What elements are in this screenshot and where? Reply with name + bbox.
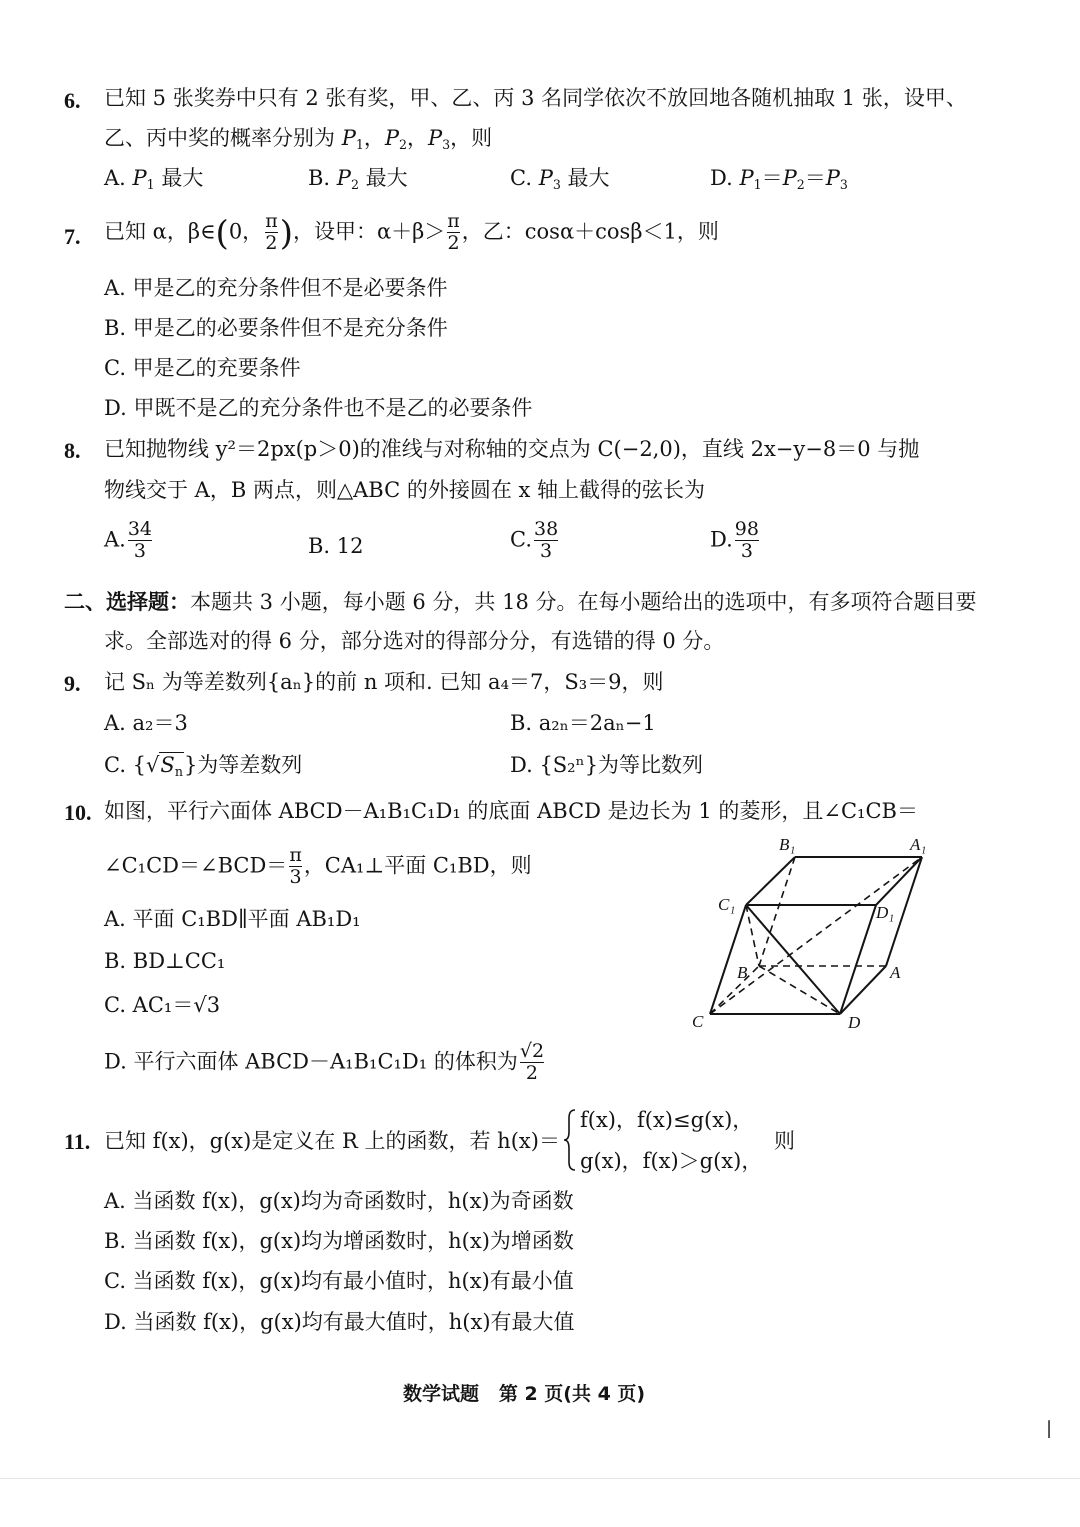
- edge-c1-c: [710, 905, 746, 1014]
- q10-option-c: C. AC₁＝√3: [104, 993, 221, 1017]
- scan-edge-divider: [0, 1478, 1080, 1479]
- label-a1: A₁: [910, 835, 927, 854]
- label-d1: D₁: [876, 903, 895, 922]
- edge-b-d-hidden: [759, 966, 840, 1014]
- edge-mark: |: [1046, 1418, 1053, 1439]
- q8-number: 8.: [64, 438, 81, 463]
- q9-option-b: B. a₂ₙ＝2aₙ−1: [510, 711, 656, 735]
- q11-stem: 已知 f(x)，g(x)是定义在 R 上的函数，若 h(x)＝: [104, 1129, 560, 1153]
- label-c: C: [692, 1012, 704, 1031]
- q7-option-b: B. 甲是乙的必要条件但不是充分条件: [104, 316, 448, 340]
- label-b1: B₁: [779, 835, 796, 854]
- edge-c1-d: [746, 905, 840, 1014]
- label-a: A: [890, 963, 901, 982]
- q11-stem-tail: 则: [774, 1129, 795, 1153]
- label-b: B: [737, 963, 748, 982]
- q7-stem: 已知 α，β∈(0， $\frac{\pi}{2}$ )，设甲：α＋β＞ $\frac{\pi}{2}$ ，乙：cosα＋cosβ＜1，则: [104, 210, 719, 254]
- q10-stem-line2: ∠C₁CD＝∠BCD＝ $\frac{\pi}{3}$ ，CA₁⊥平面 C₁BD，则: [104, 844, 532, 888]
- q9-option-c: C. $\{√S_n\}$为等差数列: [104, 753, 303, 779]
- q7-option-a: A. 甲是乙的充分条件但不是必要条件: [104, 276, 448, 300]
- q8-option-c: C. $\frac{38}{3}$: [510, 518, 559, 562]
- q10-stem-line1: 如图，平行六面体 ABCD－A₁B₁C₁D₁ 的底面 ABCD 是边长为 1 的菱形，且∠C₁CB＝: [104, 799, 918, 823]
- q6-stem-line2: 乙、丙中奖的概率分别为 $P_1$，$P_2$，$P_3$，则: [104, 126, 493, 152]
- q11-option-d: D. 当函数 f(x)，g(x)均有最大值时，h(x)有最大值: [104, 1310, 575, 1334]
- q8-stem-line2: 物线交于 A，B 两点，则△ABC 的外接圆在 x 轴上截得的弦长为: [104, 478, 706, 502]
- q7-option-d: D. 甲既不是乙的充分条件也不是乙的必要条件: [104, 396, 533, 420]
- q7-option-c: C. 甲是乙的充要条件: [104, 356, 301, 380]
- q11-case-2: g(x)，f(x)＞g(x)，: [580, 1149, 763, 1173]
- q7-pi-over-2: $\frac{\pi}{2}$: [265, 210, 278, 254]
- q8-stem-line1: 已知抛物线 y²＝2px(p＞0)的准线与对称轴的交点为 C(−2,0)，直线 2x−y−8＝0 与抛: [104, 437, 920, 461]
- q10-option-d: D. 平行六面体 ABCD－A₁B₁C₁D₁ 的体积为 $\frac{√2}{2}$: [104, 1040, 545, 1084]
- q6-option-c: C. $P_3$ 最大: [510, 166, 610, 192]
- edge-d1-d: [840, 905, 876, 1014]
- q8-option-d: D. $\frac{98}{3}$: [710, 518, 759, 562]
- section-2-heading: 二、选择题：本题共 3 小题，每小题 6 分，共 18 分。在每小题给出的选项中，有多项符合题目要: [64, 589, 977, 614]
- q6-option-d: D. $P_1=P_2=P_3$: [710, 166, 848, 192]
- label-c1: C₁: [718, 895, 736, 914]
- q11-option-c: C. 当函数 f(x)，g(x)均有最小值时，h(x)有最小值: [104, 1269, 574, 1293]
- q9-option-a: A. a₂＝3: [104, 711, 188, 735]
- q10-number: 10.: [64, 800, 92, 825]
- q11-number: 11.: [64, 1129, 91, 1154]
- q6-option-a: A. $P_1$ 最大: [104, 166, 204, 192]
- label-d: D: [848, 1013, 861, 1032]
- page-footer: 数学试题 第 2 页(共 4 页): [403, 1383, 646, 1405]
- q8-option-a: A. $\frac{34}{3}$: [104, 518, 153, 562]
- q9-stem: 记 Sₙ 为等差数列{aₙ}的前 n 项和. 已知 a₄＝7，S₃＝9，则: [104, 670, 664, 694]
- q9-number: 9.: [64, 671, 81, 696]
- q6-stem-line1: 已知 5 张奖券中只有 2 张有奖，甲、乙、丙 3 名同学依次不放回地各随机抽取 1 张，设甲、: [104, 86, 967, 110]
- diag-c-a1-hidden: [710, 857, 922, 1014]
- q7-number: 7.: [64, 224, 81, 249]
- section-2-instructions: 求。全部选对的得 6 分，部分选对的得部分分，有选错的得 0 分。: [104, 629, 725, 653]
- q6-option-b: B. $P_2$ 最大: [308, 166, 408, 192]
- q11-option-b: B. 当函数 f(x)，g(x)均为增函数时，h(x)为增函数: [104, 1229, 574, 1253]
- q10-option-a: A. 平面 C₁BD∥平面 AB₁D₁: [104, 907, 361, 931]
- q9-option-d: D. {S₂ⁿ}为等比数列: [510, 753, 704, 777]
- q11-case-1: f(x)，f(x)≤g(x)，: [580, 1108, 754, 1132]
- q10-option-b: B. BD⊥CC₁: [104, 949, 226, 973]
- q6-number: 6.: [64, 88, 81, 113]
- edge-c1-b-hidden: [746, 905, 759, 966]
- q8-option-b: B. 12: [308, 534, 364, 558]
- q11-option-a: A. 当函数 f(x)，g(x)均为奇函数时，h(x)为奇函数: [104, 1189, 574, 1213]
- piecewise-brace: [563, 1108, 577, 1172]
- q7-pi-over-2-b: $\frac{\pi}{2}$: [447, 210, 460, 254]
